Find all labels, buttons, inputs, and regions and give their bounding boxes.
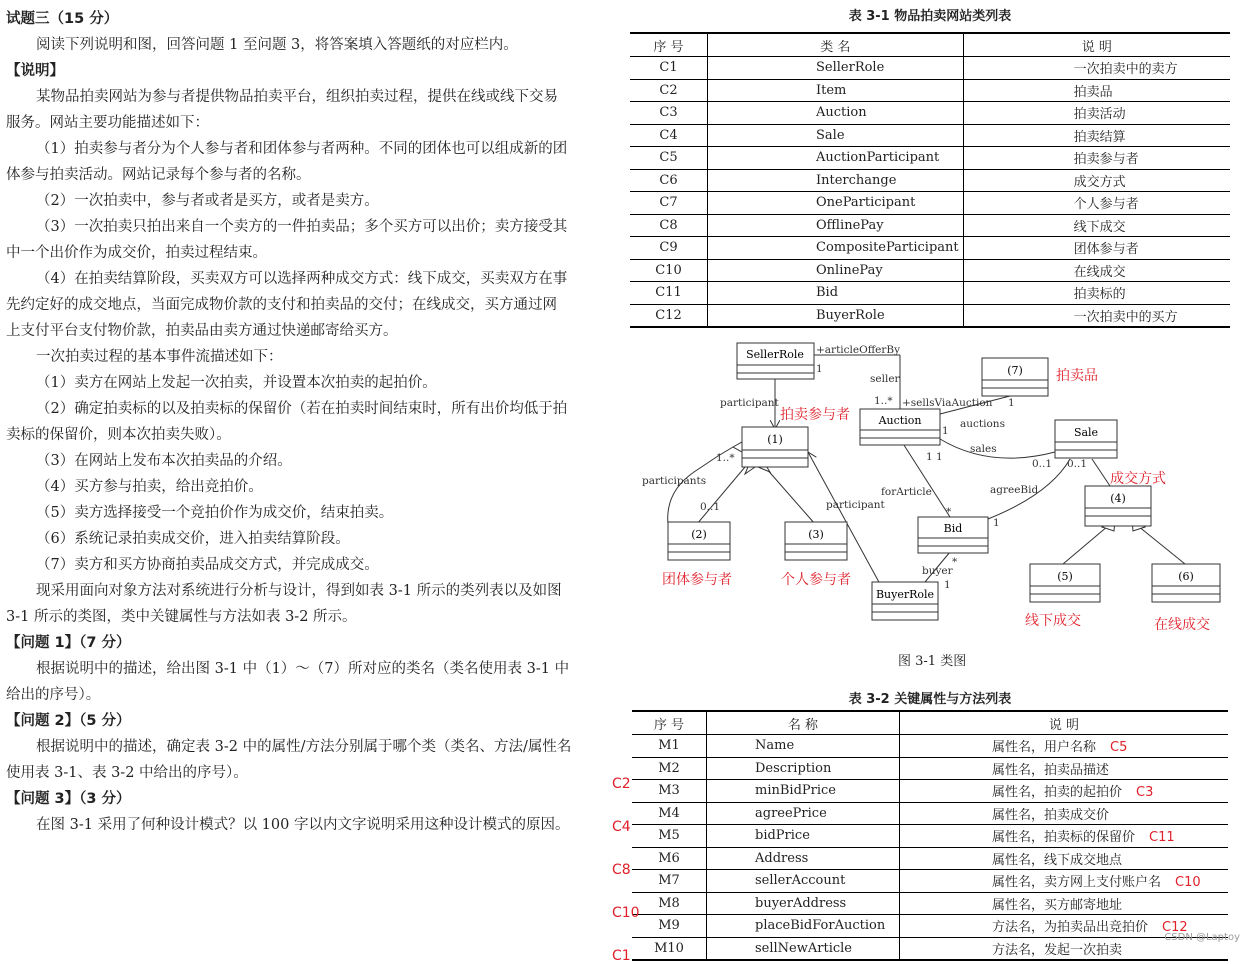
table-row bbox=[632, 802, 1228, 825]
cell-desc: 拍卖活动 bbox=[963, 102, 1230, 125]
answer-note-left: C2 bbox=[612, 775, 631, 792]
cell-classname: Auction bbox=[708, 102, 964, 125]
text-line: （1）拍卖参与者分为个人参与者和团体参与者两种。不同的团体也可以组成新的团 bbox=[36, 141, 568, 157]
cell-desc: 一次拍卖中的买方 bbox=[963, 304, 1230, 327]
text-line: 给出的序号）。 bbox=[6, 687, 101, 703]
cell-name: Description bbox=[707, 757, 900, 780]
desc-text: 属性名，卖方网上支付账户名 bbox=[992, 875, 1162, 891]
edge-c3-c1 bbox=[765, 467, 815, 524]
cell-id: M6 bbox=[632, 847, 707, 870]
cell-desc: 一次拍卖中的卖方 bbox=[963, 57, 1230, 80]
cell-id: C10 bbox=[630, 259, 708, 282]
answer-note: C3 bbox=[1136, 785, 1154, 801]
table-row bbox=[630, 259, 1230, 282]
label-sells-via-auction: +sellsViaAuction bbox=[902, 397, 993, 409]
cell-id: C3 bbox=[630, 102, 708, 125]
text-line: 上支付平台支付物价款，拍卖品由卖方通过快递邮寄给买方。 bbox=[6, 323, 398, 339]
cell-classname: OnlinePay bbox=[708, 259, 964, 282]
section-heading: 【问题 3】（3 分） bbox=[6, 791, 131, 807]
label-mult-1star: 1..* bbox=[874, 395, 893, 407]
table1-caption: 表 3-1 物品拍卖网站类列表 bbox=[848, 9, 1012, 24]
desc-text: 方法名，发起一次拍卖 bbox=[992, 942, 1123, 958]
table-row bbox=[630, 237, 1230, 260]
desc-text: 属性名，用户名称 bbox=[992, 740, 1097, 756]
desc-text: 属性名，线下成交地点 bbox=[992, 852, 1123, 868]
edge-sale-interchange bbox=[1092, 459, 1110, 486]
text-line: （4）在拍卖结算阶段，买卖双方可以选择两种成交方式：线下成交，买卖双方在事 bbox=[36, 271, 568, 287]
section-heading: 【问题 2】（5 分） bbox=[6, 713, 131, 729]
text-line: 根据说明中的描述，给出图 3-1 中（1）～（7）所对应的类名（类名使用表 3-1 中 bbox=[36, 661, 570, 677]
svg-text:(6): (6) bbox=[1178, 570, 1194, 583]
label-participant-b: participant bbox=[826, 499, 885, 511]
cell-id: M3 bbox=[632, 780, 707, 803]
watermark: CSDN @Laptoy bbox=[1164, 932, 1240, 943]
text-line: 体参与拍卖活动。网站记录每个参与者的名称。 bbox=[6, 167, 311, 183]
cell-classname: OneParticipant bbox=[708, 192, 964, 215]
cell-id: M5 bbox=[632, 825, 707, 848]
table-row bbox=[632, 915, 1228, 938]
text-line: 服务。网站主要功能描述如下： bbox=[6, 115, 209, 131]
text-line: （3）在网站上发布本次拍卖品的介绍。 bbox=[36, 453, 292, 469]
label-buyer: buyer bbox=[922, 565, 953, 577]
table-row bbox=[632, 757, 1228, 780]
cell-id: C9 bbox=[630, 237, 708, 260]
table-row bbox=[630, 124, 1230, 147]
table-row bbox=[630, 79, 1230, 102]
text-line: 一次拍卖过程的基本事件流描述如下： bbox=[36, 349, 283, 365]
text-line: （1）卖方在网站上发起一次拍卖，并设置本次拍卖的起拍价。 bbox=[36, 375, 437, 391]
class-c3 bbox=[785, 522, 847, 560]
text-line: 先约定好的成交地点，当面完成物价款的支付和拍卖品的交付；在线成交，买方通过网 bbox=[6, 297, 557, 313]
table-row bbox=[632, 825, 1228, 848]
text-line: 阅读下列说明和图，回答问题 1 至问题 3，将答案填入答题纸的对应栏内。 bbox=[36, 37, 518, 53]
label-mult-1c: 1 bbox=[942, 425, 949, 437]
text-line: （3）一次拍卖只拍出来自一个卖方的一件拍卖品；多个买方可以出价；卖方接受其 bbox=[36, 219, 568, 235]
col-header-desc: 说 明 bbox=[963, 33, 1230, 57]
cell-desc: 成交方式 bbox=[963, 169, 1230, 192]
answer-note-left: C1 bbox=[612, 947, 631, 964]
text-line: 中一个出价作为成交价，拍卖过程结束。 bbox=[6, 245, 267, 261]
label-mult-01c: 0..1 bbox=[700, 501, 721, 513]
answer-note-left: C8 bbox=[612, 861, 631, 878]
cell-id: M10 bbox=[632, 937, 707, 960]
cell-desc bbox=[900, 780, 1229, 803]
class-c1 bbox=[742, 427, 808, 467]
cell-id: M9 bbox=[632, 915, 707, 938]
svg-text:(1): (1) bbox=[767, 433, 783, 446]
answer-note: C10 bbox=[1175, 875, 1201, 891]
cell-id: M2 bbox=[632, 757, 707, 780]
table-row bbox=[632, 892, 1228, 915]
table-row bbox=[632, 780, 1228, 803]
cell-classname: Sale bbox=[708, 124, 964, 147]
section-heading: 试题三（15 分） bbox=[6, 11, 119, 27]
table-row bbox=[630, 282, 1230, 305]
table-row bbox=[632, 847, 1228, 870]
annotation-individual: 个人参与者 bbox=[781, 572, 851, 588]
cell-id: C12 bbox=[630, 304, 708, 327]
text-line: 某物品拍卖网站为参与者提供物品拍卖平台，组织拍卖过程，提供在线或线下交易 bbox=[36, 89, 558, 105]
annotation-group: 团体参与者 bbox=[662, 572, 732, 588]
desc-text: 属性名，买方邮寄地址 bbox=[992, 897, 1123, 913]
table-row bbox=[630, 147, 1230, 170]
desc-text: 属性名，拍卖标的保留价 bbox=[992, 830, 1136, 846]
cell-name: sellNewArticle bbox=[707, 937, 900, 960]
text-line: （2）一次拍卖中，参与者或者是买方，或者是卖方。 bbox=[36, 193, 379, 209]
label-mult-1e: 1 bbox=[944, 579, 951, 591]
answer-note-left: C10 bbox=[612, 904, 640, 921]
label-participants: participants bbox=[642, 475, 707, 487]
cell-id: C7 bbox=[630, 192, 708, 215]
cell-id: C1 bbox=[630, 57, 708, 80]
attribute-method-table bbox=[632, 710, 1228, 961]
cell-name: Name bbox=[707, 735, 900, 758]
text-line: （4）买方参与拍卖，给出竞拍价。 bbox=[36, 479, 263, 495]
cell-id: M8 bbox=[632, 892, 707, 915]
table-header-row bbox=[632, 711, 1228, 735]
cell-desc: 拍卖标的 bbox=[963, 282, 1230, 305]
label-agree-bid: agreeBid bbox=[990, 484, 1039, 496]
section-heading: 【问题 1】（7 分） bbox=[6, 635, 131, 651]
cell-desc bbox=[900, 757, 1229, 780]
label-auctions: auctions bbox=[960, 418, 1005, 430]
question-text bbox=[6, 6, 610, 838]
label-mult-1star-b: 1..* bbox=[716, 452, 735, 464]
table-row bbox=[630, 214, 1230, 237]
cell-id: M7 bbox=[632, 870, 707, 893]
annotation-offline: 线下成交 bbox=[1025, 613, 1081, 629]
edge-c6-c4 bbox=[1138, 526, 1185, 564]
svg-text:(2): (2) bbox=[691, 528, 707, 541]
svg-text:(3): (3) bbox=[808, 528, 824, 541]
cell-id: C5 bbox=[630, 147, 708, 170]
cell-classname: CompositeParticipant bbox=[708, 237, 964, 260]
text-line: 在图 3-1 采用了何种设计模式？以 100 字以内文字说明采用这种设计模式的原因。 bbox=[36, 817, 570, 833]
edge-auction-sale bbox=[940, 439, 1055, 458]
col-header-desc: 说 明 bbox=[900, 711, 1229, 735]
cell-desc: 线下成交 bbox=[963, 214, 1230, 237]
class-bid bbox=[918, 517, 988, 553]
cell-name: Address bbox=[707, 847, 900, 870]
label-participant-a: participant bbox=[720, 397, 779, 409]
class-c2 bbox=[668, 522, 730, 560]
cell-id: C4 bbox=[630, 124, 708, 147]
table2-caption: 表 3-2 关键属性与方法列表 bbox=[848, 692, 1012, 707]
text-line: （2）确定拍卖标的以及拍卖标的保留价（若在拍卖时间结束时，所有出价均低于拍 bbox=[36, 401, 568, 417]
cell-id: M1 bbox=[632, 735, 707, 758]
svg-text:Sale: Sale bbox=[1073, 426, 1099, 439]
label-mult-1a: 1 bbox=[816, 363, 823, 375]
text-line: （6）系统记录拍卖成交价，进入拍卖结算阶段。 bbox=[36, 531, 350, 547]
cell-classname: SellerRole bbox=[708, 57, 964, 80]
col-header-classname: 类 名 bbox=[708, 33, 964, 57]
col-header-id: 序 号 bbox=[630, 33, 708, 57]
cell-id: C8 bbox=[630, 214, 708, 237]
class-list-table bbox=[630, 32, 1230, 328]
label-mult-star-b: * bbox=[952, 556, 958, 568]
label-mult-1d: 1 bbox=[993, 517, 1000, 529]
cell-name: buyerAddress bbox=[707, 892, 900, 915]
class-c5 bbox=[1030, 564, 1100, 602]
cell-desc bbox=[900, 825, 1229, 848]
cell-name: minBidPrice bbox=[707, 780, 900, 803]
cell-classname: OfflinePay bbox=[708, 214, 964, 237]
class-c7 bbox=[982, 358, 1048, 396]
col-header-id: 序 号 bbox=[632, 711, 707, 735]
cell-id: M4 bbox=[632, 802, 707, 825]
cell-classname: Bid bbox=[708, 282, 964, 305]
annotation-participant: 拍卖参与者 bbox=[780, 407, 850, 423]
cell-desc: 拍卖结算 bbox=[963, 124, 1230, 147]
cell-name: agreePrice bbox=[707, 802, 900, 825]
label-sales: sales bbox=[970, 443, 997, 455]
cell-name: placeBidForAuction bbox=[707, 915, 900, 938]
desc-text: 属性名，拍卖的起拍价 bbox=[992, 785, 1123, 801]
label-mult-1-1: 1 1 bbox=[926, 451, 943, 463]
text-line: 使用表 3-1、表 3-2 中给出的序号）。 bbox=[6, 765, 248, 781]
label-for-article: forArticle bbox=[881, 486, 932, 498]
cell-name: sellerAccount bbox=[707, 870, 900, 893]
cell-desc: 在线成交 bbox=[963, 259, 1230, 282]
cell-desc: 拍卖品 bbox=[963, 79, 1230, 102]
cell-classname: Item bbox=[708, 79, 964, 102]
text-line: 3-1 所示的类图，类中关键属性与方法如表 3-2 所示。 bbox=[6, 609, 357, 625]
label-mult-star-a: * bbox=[946, 506, 952, 518]
cell-name: bidPrice bbox=[707, 825, 900, 848]
table-row bbox=[632, 735, 1228, 758]
class-c4 bbox=[1085, 486, 1151, 526]
label-mult-01a: 0..1 bbox=[1032, 458, 1053, 470]
label-mult-01b: 0..1 bbox=[1067, 458, 1088, 470]
label-mult-1b: 1 bbox=[1008, 397, 1015, 409]
svg-text:BuyerRole: BuyerRole bbox=[875, 588, 935, 601]
answer-note: C5 bbox=[1110, 740, 1128, 756]
table-row bbox=[632, 937, 1228, 960]
annotation-interchange: 成交方式 bbox=[1110, 471, 1166, 487]
answer-note: C11 bbox=[1149, 830, 1175, 846]
text-line: 根据说明中的描述，确定表 3-2 中的属性/方法分别属于哪个类（类名、方法/属性名 bbox=[36, 739, 572, 755]
figure-caption: 图 3-1 类图 bbox=[898, 654, 967, 669]
svg-text:Auction: Auction bbox=[878, 414, 922, 427]
table-row bbox=[630, 192, 1230, 215]
annotation-item: 拍卖品 bbox=[1056, 368, 1098, 384]
cell-desc bbox=[900, 802, 1229, 825]
cell-id: C11 bbox=[630, 282, 708, 305]
desc-text: 属性名，拍卖成交价 bbox=[992, 807, 1110, 823]
desc-text: 方法名，为拍卖品出竞拍价 bbox=[992, 920, 1149, 936]
cell-desc bbox=[900, 735, 1229, 758]
col-header-name: 名 称 bbox=[707, 711, 900, 735]
svg-text:(5): (5) bbox=[1057, 570, 1073, 583]
cell-desc: 拍卖参与者 bbox=[963, 147, 1230, 170]
section-heading: 【说明】 bbox=[6, 63, 64, 79]
svg-text:(7): (7) bbox=[1007, 364, 1023, 377]
table-row bbox=[630, 169, 1230, 192]
label-seller: seller bbox=[870, 373, 900, 385]
class-c6 bbox=[1152, 564, 1220, 602]
table-row bbox=[630, 102, 1230, 125]
class-sale bbox=[1055, 420, 1117, 458]
table-header-row bbox=[630, 33, 1230, 57]
svg-text:SellerRole: SellerRole bbox=[746, 348, 804, 361]
cell-desc: 团体参与者 bbox=[963, 237, 1230, 260]
svg-text:Bid: Bid bbox=[943, 522, 963, 535]
cell-desc bbox=[900, 892, 1229, 915]
svg-text:(4): (4) bbox=[1110, 492, 1126, 505]
table-row bbox=[632, 870, 1228, 893]
text-line: 现采用面向对象方法对系统进行分析与设计，得到如表 3-1 所示的类列表以及如图 bbox=[36, 583, 562, 599]
class-diagram bbox=[630, 334, 1230, 644]
desc-text: 属性名，拍卖品描述 bbox=[992, 762, 1110, 778]
text-line: 卖标的保留价，则本次拍卖失败）。 bbox=[6, 427, 231, 443]
text-line: （7）卖方和买方协商拍卖品成交方式，并完成成交。 bbox=[36, 557, 379, 573]
cell-classname: BuyerRole bbox=[708, 304, 964, 327]
text-line: （5）卖方选择接受一个竞拍价作为成交价，结束拍卖。 bbox=[36, 505, 394, 521]
table-row bbox=[630, 57, 1230, 80]
edge-buyer-participant bbox=[808, 452, 880, 584]
cell-classname: Interchange bbox=[708, 169, 964, 192]
class-auction bbox=[860, 409, 940, 445]
table-row bbox=[630, 304, 1230, 327]
class-buyer-role bbox=[872, 582, 938, 620]
cell-desc: 个人参与者 bbox=[963, 192, 1230, 215]
label-article-offer-by: +articleOfferBy bbox=[816, 344, 901, 356]
edge-c5-c4 bbox=[1063, 526, 1108, 564]
cell-id: C2 bbox=[630, 79, 708, 102]
annotation-online: 在线成交 bbox=[1154, 617, 1210, 633]
cell-id: C6 bbox=[630, 169, 708, 192]
cell-desc bbox=[900, 870, 1229, 893]
answer-note-left: C4 bbox=[612, 818, 631, 835]
answer-note: C12 bbox=[1162, 920, 1188, 936]
cell-desc bbox=[900, 847, 1229, 870]
class-seller-role bbox=[737, 343, 814, 379]
cell-classname: AuctionParticipant bbox=[708, 147, 964, 170]
